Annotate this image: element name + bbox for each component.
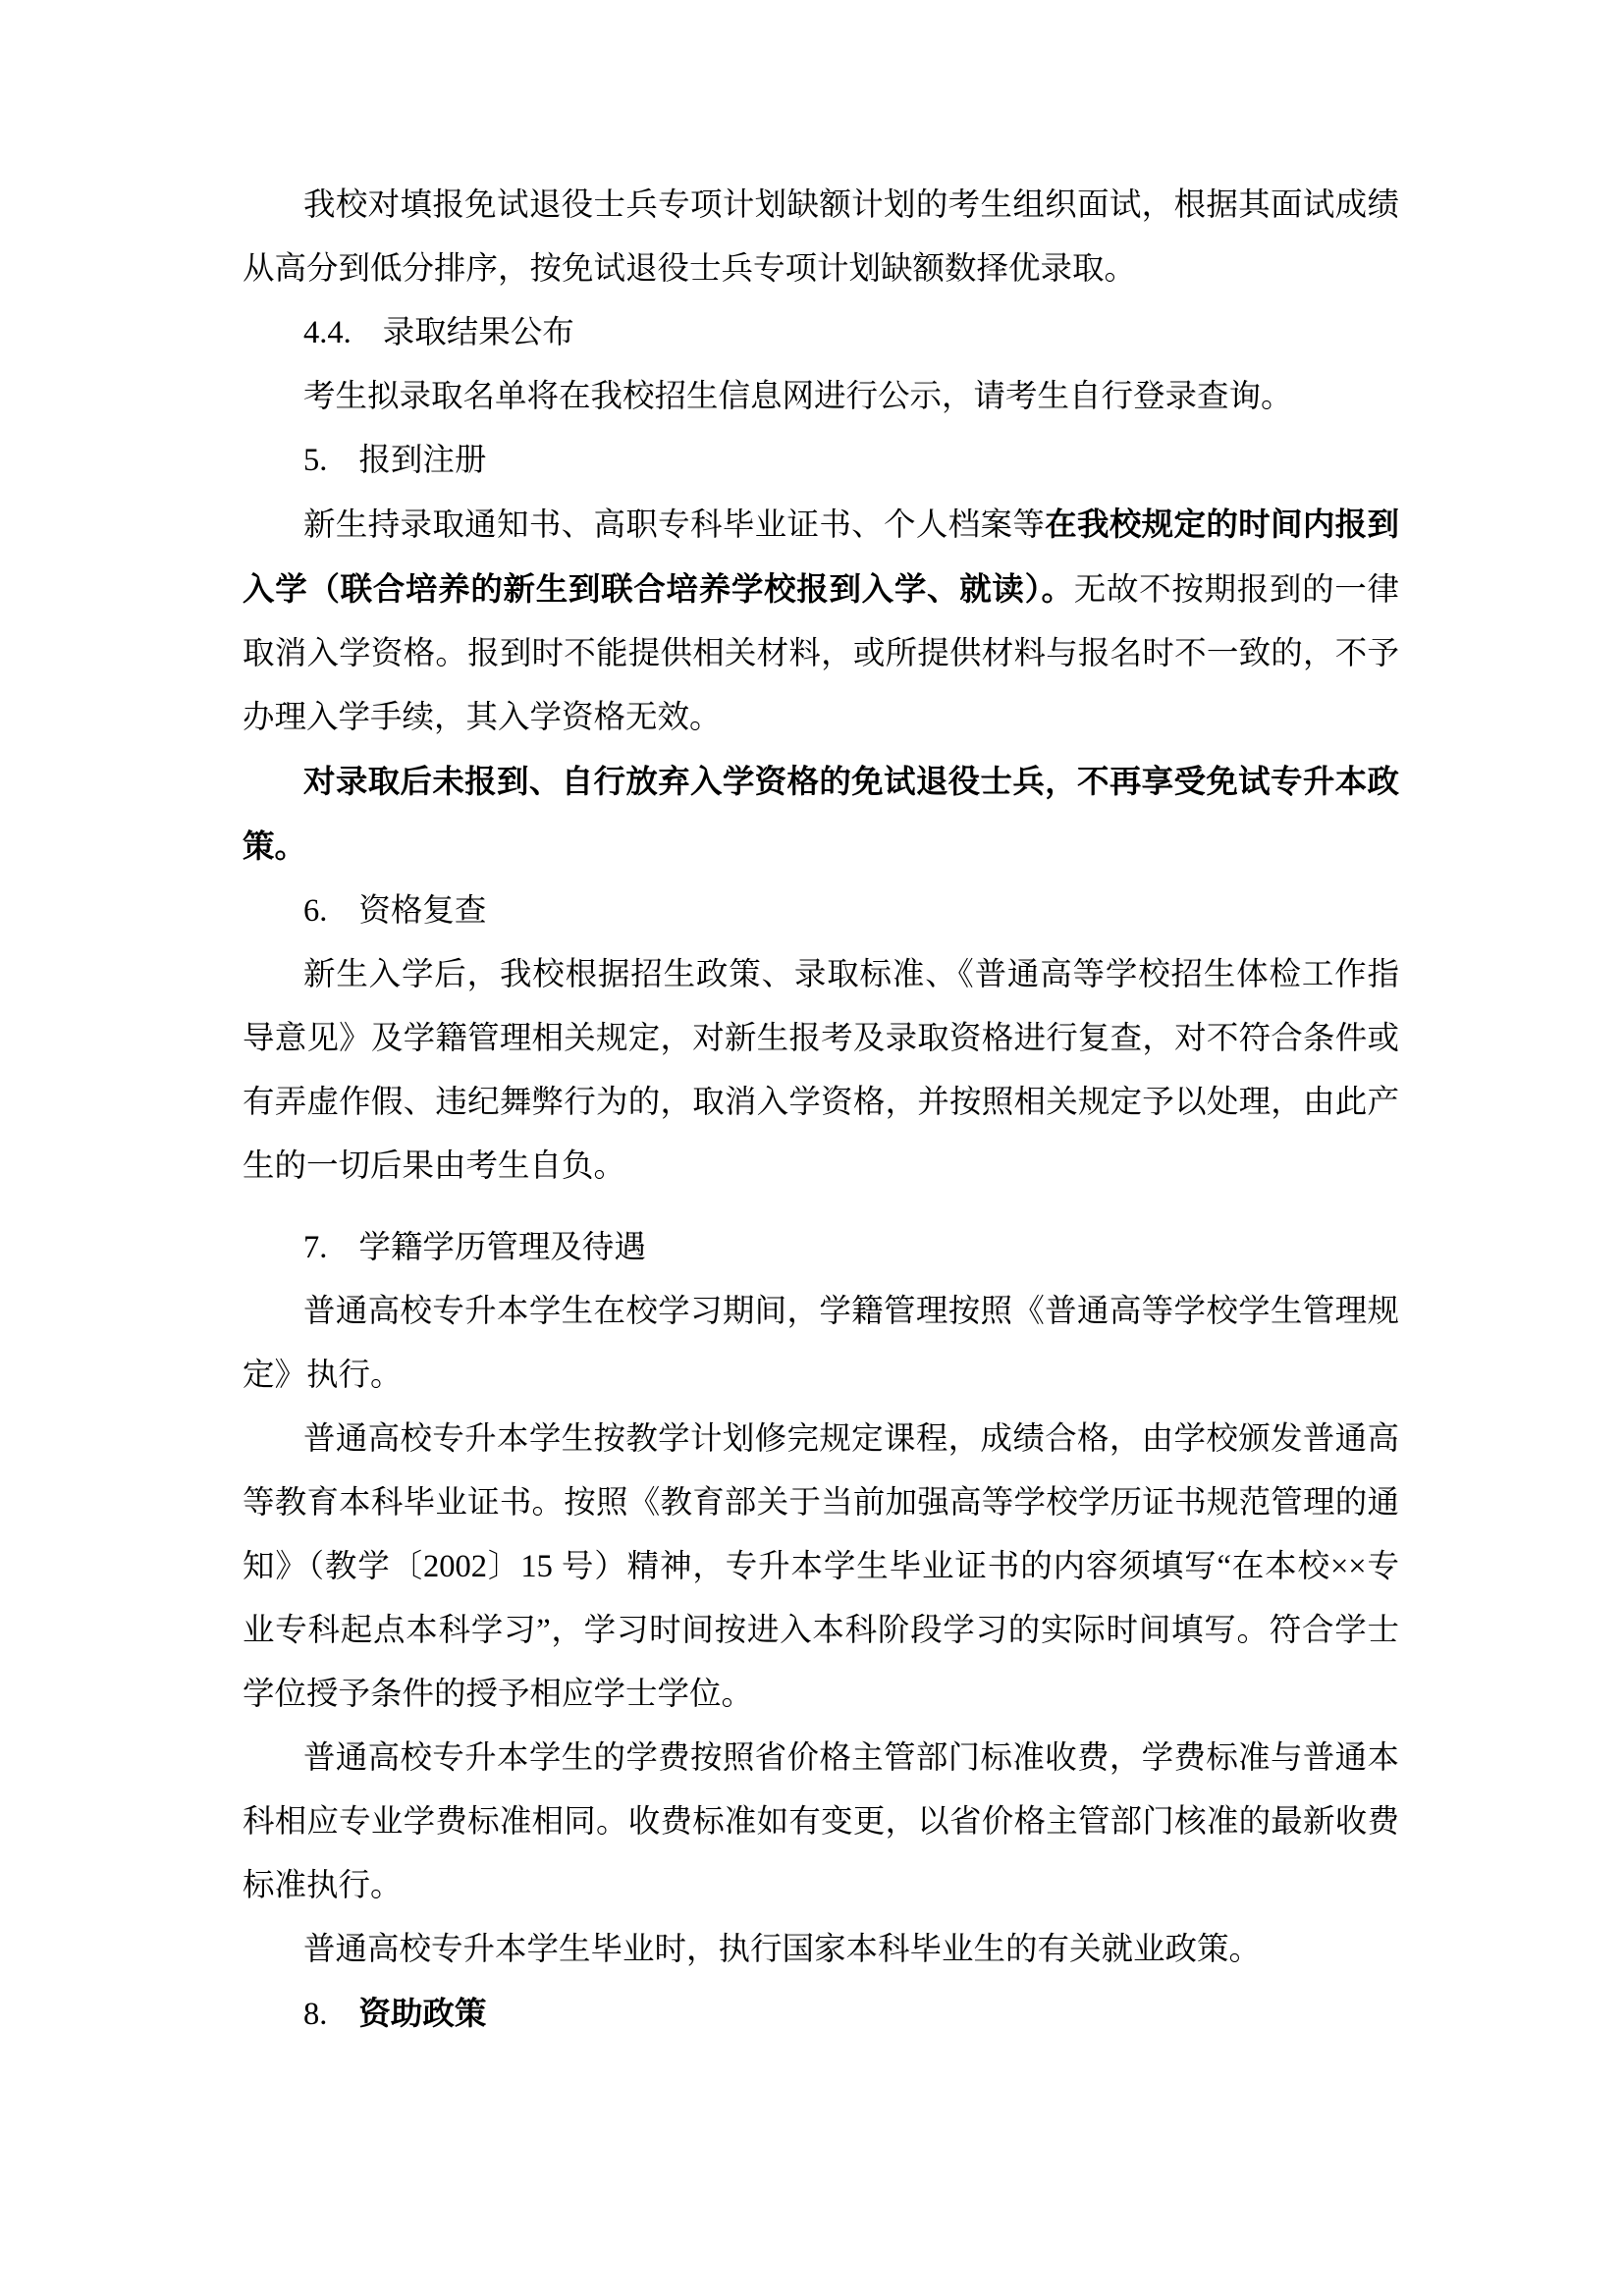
text-run: 新生入学后，我校根据招生政策、录取标准、《普通高等学校招生体检工作指导意见》及学籍管理相关规定，对新生报考及录取资格进行复查，对不符合条件或有弄虚作假、违纪舞弊行为的，取消入学资格，并按照相关规定予以处理，由此产生的一切后果由考生自负。 xyxy=(243,957,1399,1184)
paragraph xyxy=(243,1918,1399,1982)
heading-title: 学籍学历管理及待遇 xyxy=(358,1230,646,1265)
bold-text-run: 对录取后未报到、自行放弃入学资格的免试退役士兵，不再享受免试专升本政策。 xyxy=(243,764,1399,864)
heading-title: 录取结果公布 xyxy=(382,315,574,350)
section-heading xyxy=(243,1982,1399,2047)
text-run: 普通高校专升本学生毕业时，执行国家本科毕业生的有关就业政策。 xyxy=(303,1932,1262,1967)
paragraph xyxy=(243,1280,1399,1408)
heading-number: 6. xyxy=(303,893,328,929)
text-run: 新生持录取通知书、高职专科毕业证书、个人档案等 xyxy=(303,507,1046,543)
text-run: 普通高校专升本学生在校学习期间，学籍管理按照《普通高等学校学生管理规定》执行。 xyxy=(243,1294,1399,1393)
section-gap xyxy=(243,1199,1399,1216)
paragraph xyxy=(243,365,1399,429)
text-run: 普通高校专升本学生的学费按照省价格主管部门标准收费，学费标准与普通本科相应专业学费标准相同。收费标准如有变更，以省价格主管部门核准的最新收费标准执行。 xyxy=(243,1740,1399,1903)
heading-title: 资助政策 xyxy=(358,1996,487,2031)
paragraph xyxy=(243,1727,1399,1918)
paragraph xyxy=(243,174,1399,301)
heading-number: 7. xyxy=(303,1230,328,1265)
heading-number: 8. xyxy=(303,1997,328,2032)
section-heading xyxy=(243,880,1399,943)
heading-number: 5. xyxy=(303,443,328,478)
heading-title: 资格复查 xyxy=(358,893,487,929)
paragraph xyxy=(243,750,1399,880)
text-run: 考生拟录取名单将在我校招生信息网进行公示，请考生自行登录查询。 xyxy=(303,379,1293,414)
heading-title: 报到注册 xyxy=(358,443,487,478)
heading-number: 4.4. xyxy=(303,315,352,350)
section-heading xyxy=(243,429,1399,493)
paragraph xyxy=(243,943,1399,1199)
document-body xyxy=(243,174,1399,2047)
text-run: 无故不按期报到的一律取消入学资格。报到时不能提供相关材料，或所提供材料与报名时不一致的，不予办理入学手续，其入学资格无效。 xyxy=(243,572,1399,735)
section-heading xyxy=(243,301,1399,365)
text-run: 普通高校专升本学生按教学计划修完规定课程，成绩合格，由学校颁发普通高等教育本科毕业证书。按照《教育部关于当前加强高等学校学历证书规范管理的通知》（教学〔2002〕15 号）精神，专升本学生毕业证书的内容须填写“在本校××专业专科起点本科学习”，学习时间按进入本科阶段学习的实际时间填写。符合学士学位授予条件的授予相应学士学位。 xyxy=(243,1421,1399,1712)
paragraph xyxy=(243,493,1399,750)
section-heading xyxy=(243,1216,1399,1280)
bold-text-run: 在我校规定的时间内报到入学（联合培养的新生到联合培养学校报到入学、就读）。 xyxy=(243,507,1399,607)
text-run: 我校对填报免试退役士兵专项计划缺额计划的考生组织面试，根据其面试成绩从高分到低分排序，按免试退役士兵专项计划缺额数择优录取。 xyxy=(243,187,1399,287)
paragraph xyxy=(243,1408,1399,1727)
